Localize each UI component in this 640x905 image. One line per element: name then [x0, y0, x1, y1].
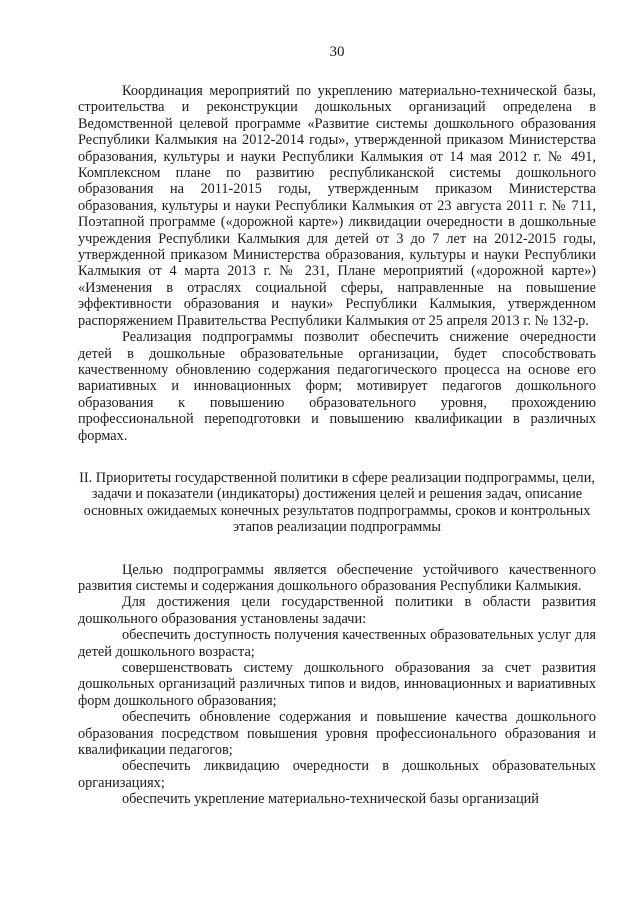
task-item: совершенствовать систему дошкольного образования за счет развития дошкольных организаций различных типов и видов, инновационных и вариативных форм дошкольного образования; [78, 660, 596, 709]
intro-paragraph-2: Реализация подпрограммы позволит обеспечить снижение очередности детей в дошкольные образовательные организации, будет способствовать качественному обновлению содержания педагогического процесса на основе его вариативных и инновационных форм; мотивирует педагогов дошкольного образования к повышению образовательного уровня, прохождению профессиональной переподготовки и повышению квалификации в различных формах. [78, 329, 596, 444]
tasks-intro-paragraph: Для достижения цели государственной политики в области развития дошкольного образования установлены задачи: [78, 594, 596, 627]
intro-paragraph-1: Координация мероприятий по укреплению материально-технической базы, строительства и реконструкции дошкольных организаций определена в Ведомственной целевой программе «Развитие системы дошкольного образования Республики Калмыкия на 2012-2014 годы», утвержденной приказом Министерства образования, культуры и науки Республики Калмыкия от 14 мая 2012 г. № 491, Комплексном плане по развитию республиканской системы дошкольного образования на 2011-2015 годы, утвержденным приказом Министерства образования, культуры и науки Республики Калмыкия от 23 августа 2011 г. № 711, Поэтапной программе («дорожной карте») ликвидации очередности в дошкольные учреждения Республики Калмыкия для детей от 3 до 7 лет на 2012-2015 годы, утвержденной приказом Министерства образования, культуры и науки Республики Калмыкия от 4 марта 2013 г. № 231, Плане мероприятий («дорожной карте») «Изменения в отраслях социальной сферы, направленные на повышение эффективности образования и науки» Республики Калмыкия, утвержденном распоряжением Правительства Республики Калмыкия от 25 апреля 2013 г. № 132-р. [78, 83, 596, 329]
task-item: обеспечить ликвидацию очередности в дошкольных образовательных организациях; [78, 758, 596, 791]
goal-paragraph: Целью подпрограммы является обеспечение устойчивого качественного развития системы и содержания дошкольного образования Республики Калмыкия. [78, 561, 596, 594]
page-number: 30 [329, 44, 345, 60]
section-heading: II. Приоритеты государственной политики в сфере реализации подпрограммы, цели, задачи и показатели (индикаторы) достижения целей и решения задач, описание основных ожидаемых конечных результатов подпрограммы, сроков и контрольных этапов реализации подпрограммы [79, 469, 595, 536]
task-item: обеспечить обновление содержания и повышение качества дошкольного образования посредством повышения уровня профессионального образования и квалификации педагогов; [78, 709, 596, 759]
task-item: обеспечить доступность получения качественных образовательных услуг для детей дошкольного возраста; [78, 627, 596, 660]
task-item: обеспечить укрепление материально-технической базы организаций [122, 791, 539, 808]
